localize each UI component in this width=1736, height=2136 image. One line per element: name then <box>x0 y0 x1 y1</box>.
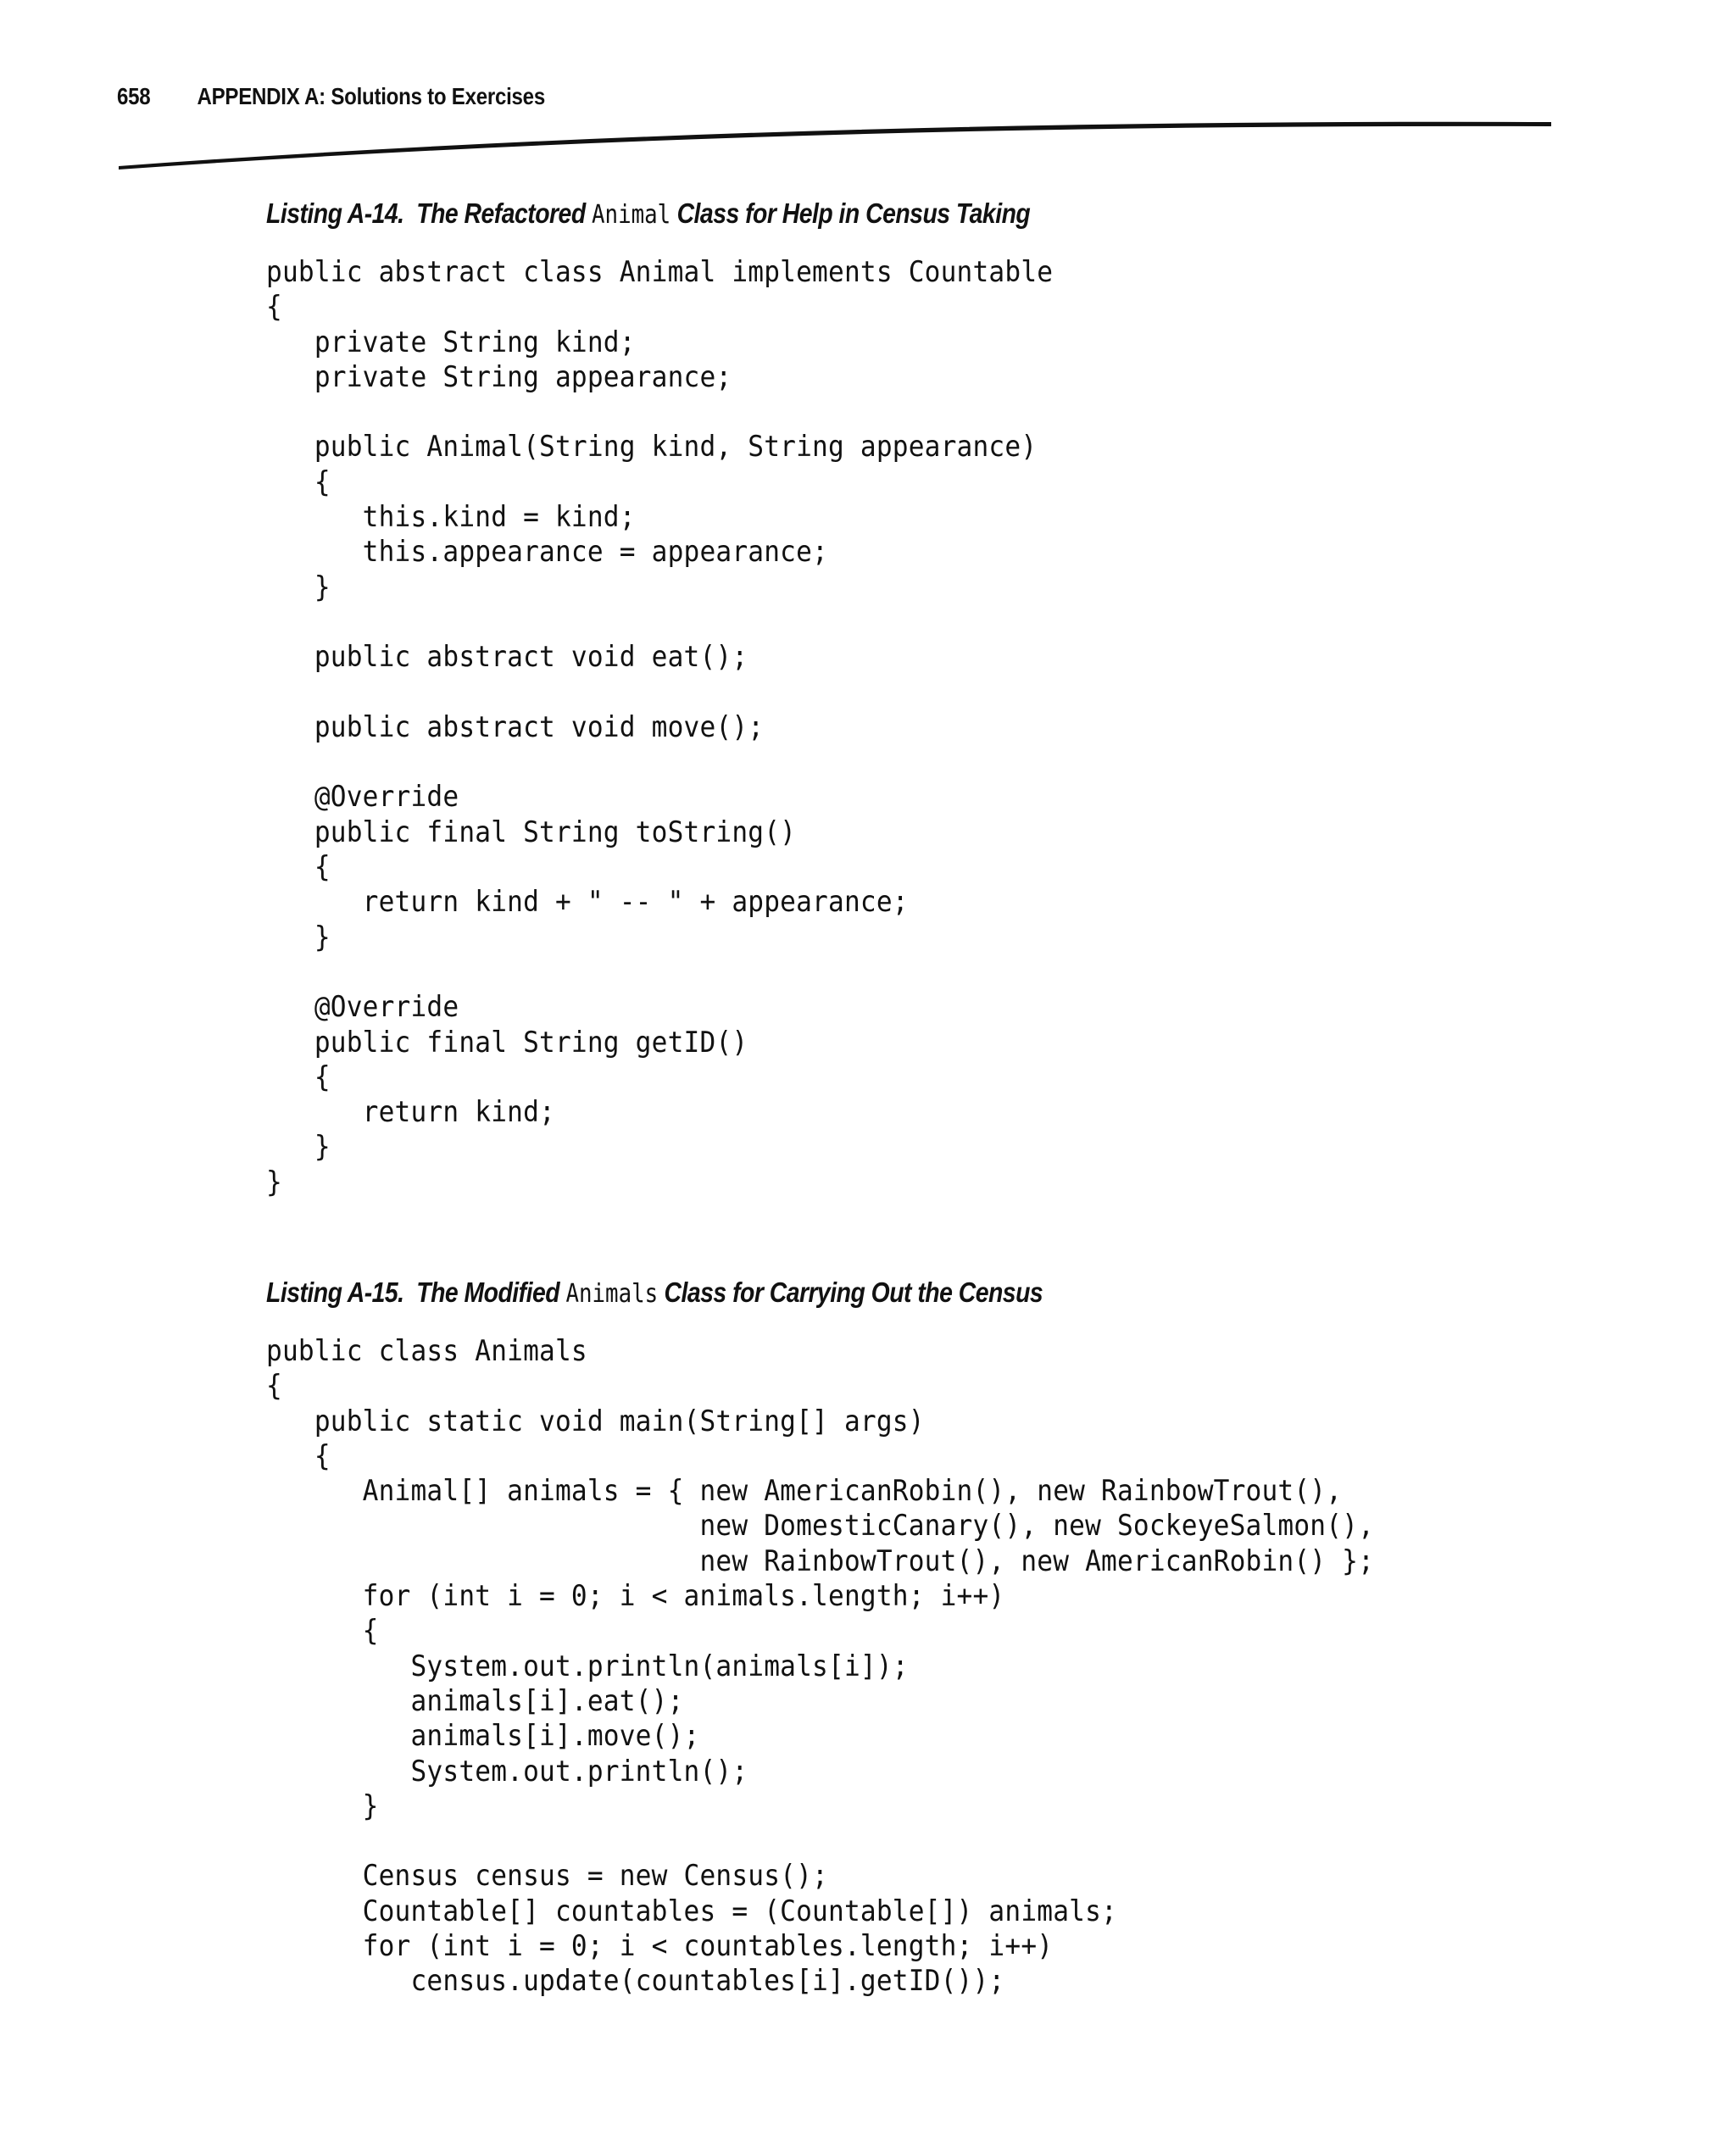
code-line: { <box>266 1614 379 1648</box>
code-line: } <box>266 1165 282 1199</box>
code-line: } <box>266 1788 379 1822</box>
code-line: new RainbowTrout(), new AmericanRobin() }; <box>266 1544 1375 1577</box>
code-line: { <box>266 464 331 498</box>
listing-a14-code <box>266 254 1053 1199</box>
caption-suffix: Class for Carrying Out the Census <box>658 1277 1043 1308</box>
code-line: Animal[] animals = { new AmericanRobin(), new RainbowTrout(), <box>266 1474 1343 1508</box>
code-line: for (int i = 0; i < animals.length; i++) <box>266 1579 1005 1613</box>
caption-prefix: Listing A-14. The Refactored <box>266 197 593 229</box>
code-line: } <box>266 920 331 954</box>
caption-class-name: Animals <box>565 1279 659 1309</box>
code-line: for (int i = 0; i < countables.length; i++) <box>266 1929 1054 1963</box>
code-line: public abstract void eat(); <box>266 640 748 674</box>
code-line <box>266 1823 1374 1858</box>
caption-class-name: Animal <box>592 200 671 230</box>
caption-suffix: Class for Help in Census Taking <box>670 197 1031 229</box>
code-line: { <box>266 1438 331 1472</box>
code-line: private String appearance; <box>266 359 732 393</box>
code-line: public class Animals <box>266 1334 587 1367</box>
code-line: System.out.println(animals[i]); <box>266 1649 909 1683</box>
code-line: @Override <box>266 780 459 814</box>
code-line: } <box>266 570 331 604</box>
header-swoosh-rule <box>0 0 1736 220</box>
code-line: new DomesticCanary(), new SockeyeSalmon(), <box>266 1509 1375 1543</box>
code-line: public abstract void move(); <box>266 709 765 743</box>
code-line <box>266 675 1053 709</box>
listing-a15-caption <box>266 1276 1043 1311</box>
code-line <box>266 604 1053 639</box>
code-line: public final String toString() <box>266 815 797 848</box>
code-line: public final String getID() <box>266 1025 748 1059</box>
running-title: APPENDIX A: Solutions to Exercises <box>197 83 545 109</box>
code-line: { <box>266 1060 331 1093</box>
code-line: System.out.println(); <box>266 1754 748 1788</box>
code-line: { <box>266 850 331 884</box>
code-line: animals[i].move(); <box>266 1719 700 1753</box>
code-line: animals[i].eat(); <box>266 1683 684 1717</box>
code-line: Census census = new Census(); <box>266 1859 829 1893</box>
code-line: this.kind = kind; <box>266 500 636 534</box>
code-line: Countable[] countables = (Countable[]) animals; <box>266 1894 1117 1927</box>
code-line: private String kind; <box>266 325 636 359</box>
page-number: 658 <box>117 83 151 109</box>
code-line: return kind; <box>266 1095 555 1129</box>
code-line: public static void main(String[] args) <box>266 1404 925 1438</box>
code-line: this.appearance = appearance; <box>266 535 829 569</box>
code-line: census.update(countables[i].getID()); <box>266 1964 1005 1998</box>
code-line: } <box>266 1130 331 1164</box>
code-line: return kind + " -- " + appearance; <box>266 885 909 919</box>
code-line: @Override <box>266 990 459 1024</box>
code-line: public abstract class Animal implements Countable <box>266 255 1054 288</box>
caption-prefix: Listing A-15. The Modified <box>266 1277 566 1308</box>
listing-a14-caption <box>266 197 1030 232</box>
listing-a15-code <box>266 1333 1374 1999</box>
code-line <box>266 954 1053 989</box>
code-line: { <box>266 290 282 324</box>
code-line <box>266 394 1053 429</box>
code-line: public Animal(String kind, String appearance) <box>266 430 1038 464</box>
code-line <box>266 744 1053 779</box>
code-line: { <box>266 1369 282 1403</box>
